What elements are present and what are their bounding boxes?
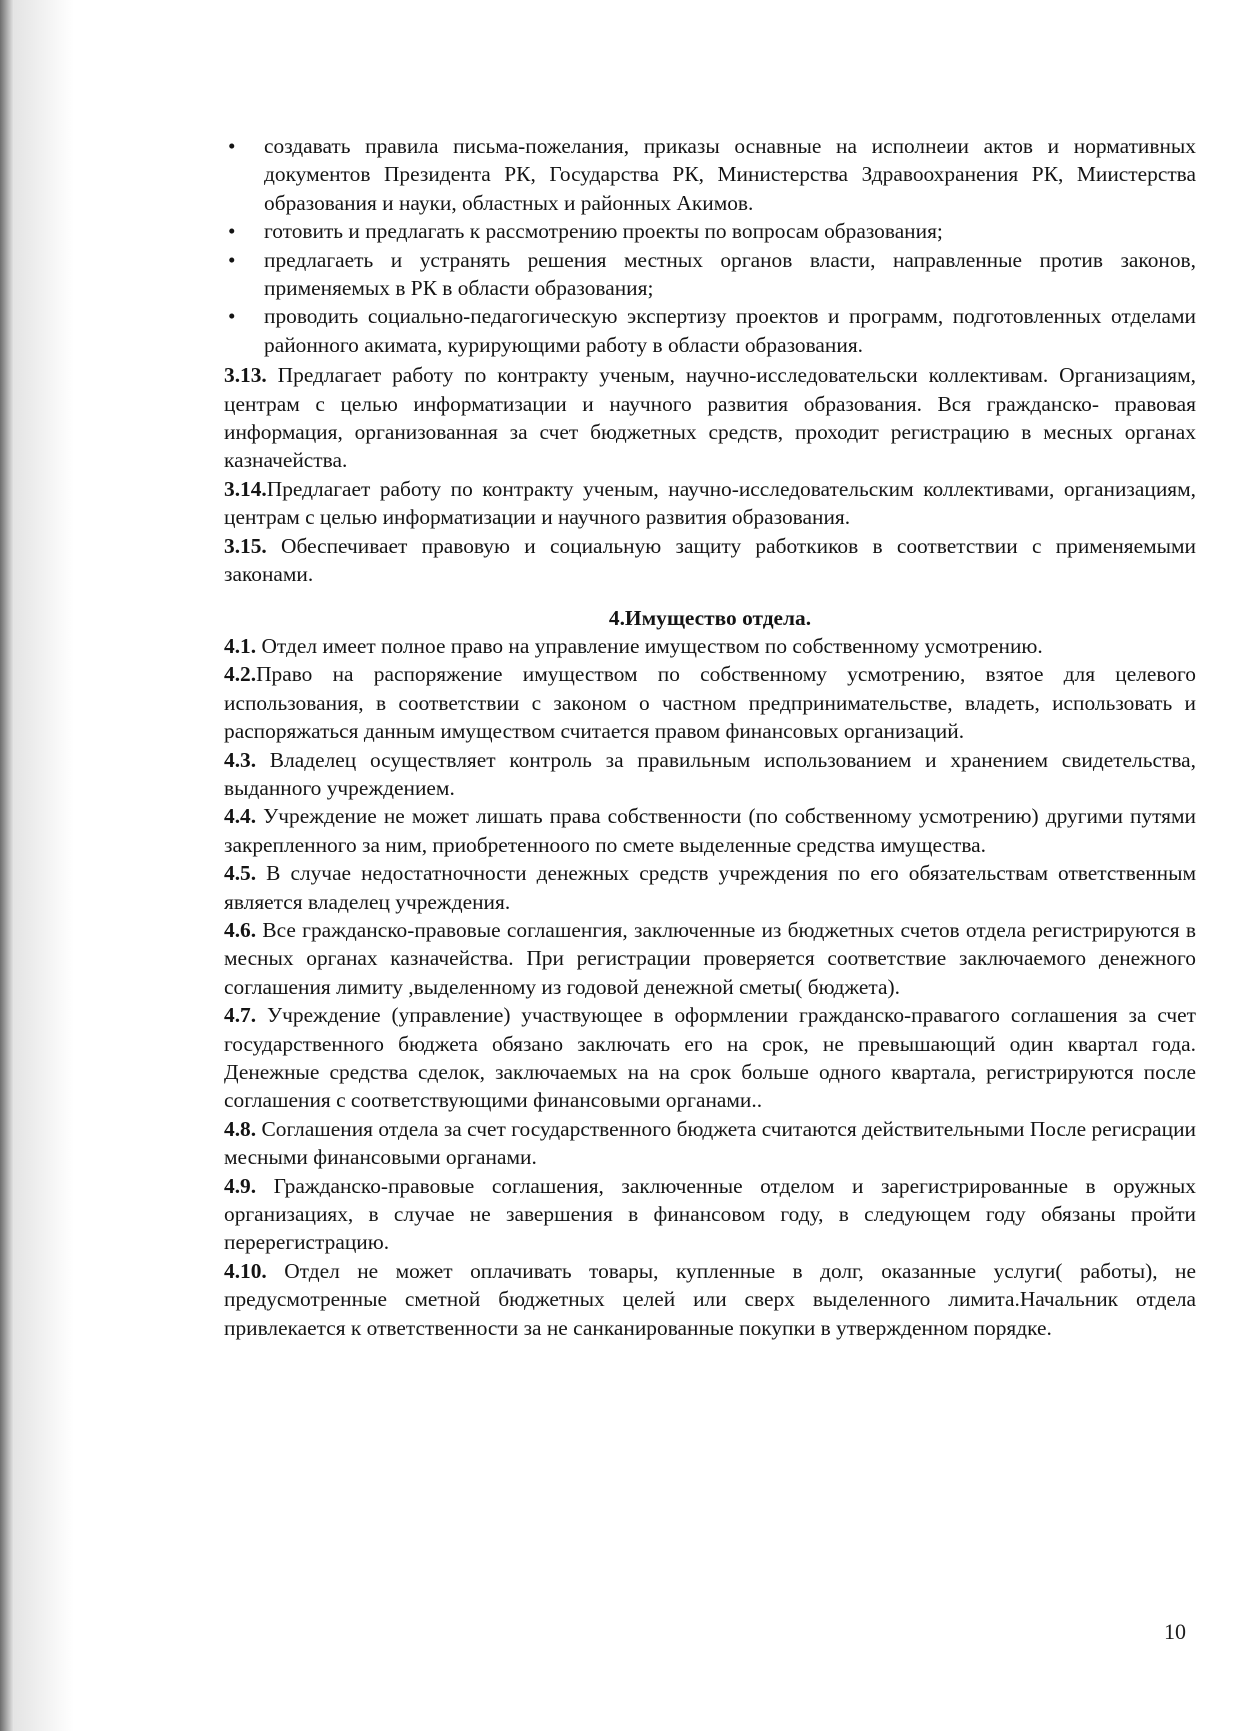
clause-4-9	[224, 1172, 1196, 1257]
scan-binding-edge	[0, 0, 14, 1731]
clause-4-10	[224, 1257, 1196, 1342]
clause-number: 4.5.	[224, 861, 257, 886]
clause-text: Предлагает работу по контракту ученым, научно-исследовательским коллективами, организациям, центрам с целью информатизации и научного развития образования.	[224, 476, 1196, 530]
bullet-icon: •	[228, 219, 236, 244]
clause-number: 4.3.	[224, 747, 257, 772]
bullet-icon: •	[228, 134, 236, 158]
list-item	[224, 302, 1196, 359]
document-page	[224, 132, 1196, 1342]
clause-number: 4.7.	[224, 1003, 257, 1028]
clause-text: Отдел имеет полное право на управление имуществом по собственному усмотрению.	[256, 633, 1043, 658]
binding-shadow	[14, 0, 74, 1731]
clause-number: 4.9.	[224, 1173, 257, 1198]
clause-text: Отдел не может оплачивать товары, купленные в долг, оказанные услуги( работы), не предусмотренные сметной бюджетных целей или сверх выделенного лимита.Начальник отдела привлекается к ответственности за не санканированные покупки в утвержденном порядке.	[224, 1258, 1196, 1340]
list-item-text: готовить и предлагать к рассмотрению проекты по вопросам образования;	[264, 219, 943, 244]
clause-text: Право на распоряжение имуществом по собственному усмотрению, взятое для целевого использования, в соответствии с законом о частном предпринимательстве, владеть, использовать и распоряжаться данным имуществом считается правом финансовых организаций.	[224, 662, 1196, 744]
clause-4-8	[224, 1115, 1196, 1172]
clause-number: 4.4.	[224, 804, 257, 829]
list-item-text: создавать правила письма-пожелания, приказы оснавные на исполнеии актов и нормативных документов Президента РК, Государства РК, Министерства Здравоохранения РК, Миистерства образования и науки, областных и районных Акимов.	[264, 134, 1196, 215]
clause-text: Обеспечивает правовую и социальную защиту работкиков в соответствии с применяемыми законами.	[224, 533, 1196, 587]
clause-text: Гражданско-правовые соглашения, заключенные отделом и зарегистрированные в оружных организациях, в случае не завершения в финансовом году, в следующем году обязаны пройти перерегистрацию.	[224, 1173, 1196, 1255]
clause-4-6	[224, 916, 1196, 1001]
list-item	[224, 132, 1196, 217]
clause-number: 4.2.	[224, 662, 257, 687]
list-item	[224, 217, 1196, 245]
clause-4-1	[224, 632, 1196, 660]
bullet-list	[224, 132, 1196, 359]
clause-number: 4.10.	[224, 1258, 267, 1283]
bullet-icon: •	[228, 247, 236, 272]
bullet-icon: •	[228, 304, 236, 329]
clause-text: Владелец осуществляет контроль за правильным использованием и хранением свидетельства, выданного учреждением.	[224, 747, 1196, 800]
clause-text: Соглашения отдела за счет государственного бюджета считаются действительными После регисрации месными финансовыми органами.	[224, 1116, 1196, 1170]
clause-text: Предлагает работу по контракту ученым, научно-исследовательски коллективам. Организациям, центрам с целью информатизации и научного развития образования. Вся гражданско- правовая информация, организованная за счет бюджетных средств, проходит регистрацию в месных органах казначейства.	[224, 363, 1196, 473]
clause-text: Учреждение (управление) участвующее в оформлении гражданско-правагого соглашения за счет государственного бюджета обязано заключать его на срок, не превышающий один квартал года. Денежные средства сделок, заключаемых на на срок больше одного квартала, регистрируются после соглашения с соответствующими финансовыми органами..	[224, 1003, 1196, 1113]
clause-text: Учреждение не может лишать права собственности (по собственному усмотрению) другими путями закрепленного за ним, приобретенноого по смете выделенные средства имущества.	[224, 804, 1196, 857]
section-heading: 4.Имущество отдела.	[608, 605, 812, 630]
clause-3-15	[224, 532, 1196, 589]
clause-4-4	[224, 802, 1196, 859]
list-item-text: предлагаеть и устранять решения местных органов власти, направленные против законов, применяемых в РК в области образования;	[264, 247, 1196, 301]
clause-4-7	[224, 1001, 1196, 1115]
clause-4-3	[224, 746, 1196, 803]
clause-number: 4.1.	[224, 633, 257, 658]
clause-3-13	[224, 361, 1196, 475]
page-number: 10	[1164, 1619, 1186, 1644]
clause-number: 4.6.	[224, 917, 257, 942]
clause-text: Все гражданско-правовые соглашенгия, заключенные из бюджетных счетов отдела регистрируются в месных органах казначейства. При регистрации проверяется соответствие заключаемого денежного соглашения лимиту ,выделенному из годовой денежной сметы( бюджета).	[224, 917, 1196, 999]
clause-number: 3.14.	[224, 476, 267, 501]
clause-4-5	[224, 859, 1196, 916]
clause-3-14	[224, 475, 1196, 532]
clause-number: 3.15.	[224, 533, 267, 558]
clause-number: 4.8.	[224, 1116, 257, 1141]
list-item	[224, 246, 1196, 303]
list-item-text: проводить социально-педагогическую экспертизу проектов и программ, подготовленных отделами районного акимата, курирующими работу в области образования.	[264, 304, 1196, 357]
clause-4-2	[224, 660, 1196, 745]
clause-number: 3.13.	[224, 363, 267, 388]
clause-text: В случае недостатночности денежных средств учреждения по его обязательствам ответственным является владелец учреждения.	[224, 861, 1196, 914]
